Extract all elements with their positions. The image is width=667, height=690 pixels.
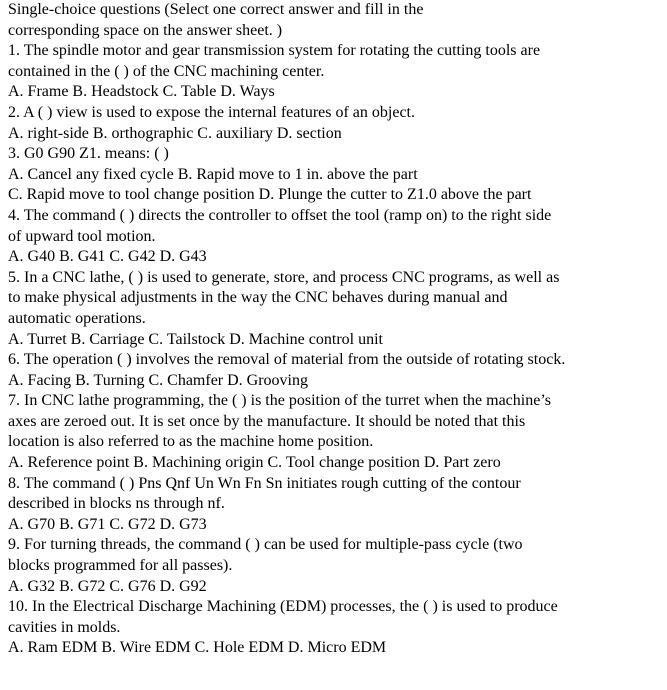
question-9 xyxy=(8,535,660,597)
question-text: cavities in molds. xyxy=(8,618,121,636)
question-text: 9. For turning threads, the command ( ) can be used for multiple-pass cycle (two xyxy=(8,536,523,554)
answer-options: A. G70 B. G71 C. G72 D. G73 xyxy=(8,515,207,533)
answer-options: A. Facing B. Turning C. Chamfer D. Grooving xyxy=(8,371,308,389)
answer-options: A. Reference point B. Machining origin C. Tool change position D. Part zero xyxy=(8,454,501,472)
question-text: to make physical adjustments in the way the CNC behaves during manual and xyxy=(8,289,508,307)
question-1 xyxy=(8,41,660,103)
question-text: 6. The operation ( ) involves the removal of material from the outside of rotating stock. xyxy=(8,351,566,369)
question-text: 4. The command ( ) directs the controller to offset the tool (ramp on) to the right side xyxy=(8,206,552,224)
question-text: axes are zeroed out. It is set once by the manufacture. It should be noted that this xyxy=(8,412,526,430)
answer-options: A. right-side B. orthographic C. auxiliary D. section xyxy=(8,124,342,142)
instructions-line: Single-choice questions (Select one correct answer and fill in the xyxy=(8,1,424,18)
question-text: blocks programmed for all passes). xyxy=(8,557,233,575)
question-text: location is also referred to as the machine home position. xyxy=(8,433,374,451)
answer-options: A. G32 B. G72 C. G76 D. G92 xyxy=(8,577,207,595)
question-text: automatic operations. xyxy=(8,309,146,327)
answer-options: A. Ram EDM B. Wire EDM C. Hole EDM D. Micro EDM xyxy=(8,639,387,657)
question-text: contained in the ( ) of the CNC machining center. xyxy=(8,62,325,80)
question-text: 8. The command ( ) Pns Qnf Un Wn Fn Sn initiates rough cutting of the contour xyxy=(8,474,521,492)
answer-options: A. Cancel any fixed cycle B. Rapid move to 1 in. above the part xyxy=(8,165,418,183)
question-4 xyxy=(8,206,660,268)
answer-options: A. Turret B. Carriage C. Tailstock D. Machine control unit xyxy=(8,330,383,348)
question-text: 2. A ( ) view is used to expose the internal features of an object. xyxy=(8,103,415,121)
answer-options: A. G40 B. G41 C. G42 D. G43 xyxy=(8,248,207,266)
answer-options: A. Frame B. Headstock C. Table D. Ways xyxy=(8,83,275,101)
question-3 xyxy=(8,144,660,206)
question-text: 1. The spindle motor and gear transmission system for rotating the cutting tools are xyxy=(8,42,541,60)
question-text: 10. In the Electrical Discharge Machining (EDM) processes, the ( ) is used to produce xyxy=(8,598,558,616)
question-5 xyxy=(8,268,660,350)
question-text: described in blocks ns through nf. xyxy=(8,495,225,513)
instructions-line: corresponding space on the answer sheet. ) xyxy=(8,21,283,39)
question-2 xyxy=(8,103,660,144)
question-text: of upward tool motion. xyxy=(8,227,156,245)
quiz-document xyxy=(8,0,660,659)
question-8 xyxy=(8,474,660,536)
answer-options: C. Rapid move to tool change position D. Plunge the cutter to Z1.0 above the part xyxy=(8,186,532,204)
question-6 xyxy=(8,350,660,391)
question-text: 3. G0 G90 Z1. means: ( ) xyxy=(8,145,169,163)
question-text: 5. In a CNC lathe, ( ) is used to generate, store, and process CNC programs, as well as xyxy=(8,268,560,286)
question-text: 7. In CNC lathe programming, the ( ) is the position of the turret when the machine’s xyxy=(8,392,551,410)
question-10 xyxy=(8,597,660,659)
instructions xyxy=(8,0,660,41)
question-7 xyxy=(8,391,660,473)
